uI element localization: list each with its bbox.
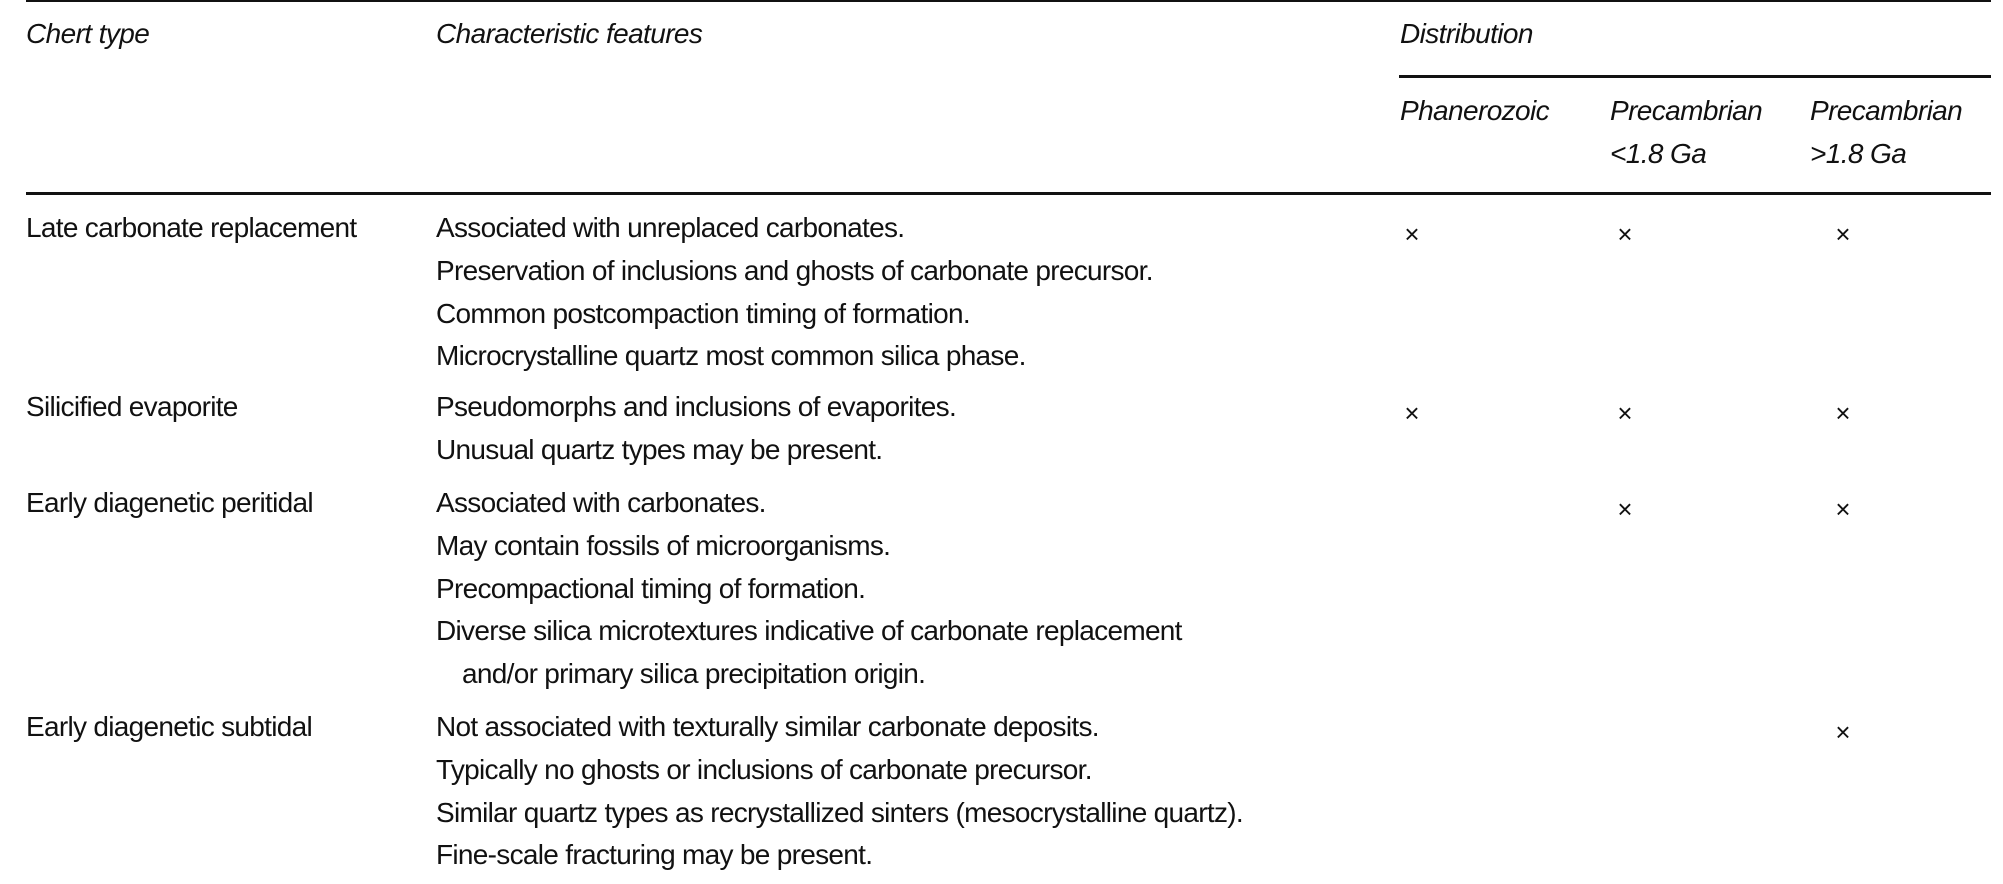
feature-line: Unusual quartz types may be present.	[436, 433, 883, 465]
header-chert-type: Chert type	[26, 18, 150, 49]
row-chert-type: Silicified evaporite	[26, 391, 238, 422]
row-features	[436, 386, 956, 472]
header-precambrian-lt-1-8	[1610, 89, 1762, 175]
row-chert-type: Early diagenetic subtidal	[26, 711, 313, 742]
presence-mark-precambrian-lt-1-8: ×	[1617, 494, 1633, 524]
row-features	[436, 207, 1153, 378]
feature-line: Precompactional timing of formation.	[436, 572, 866, 604]
presence-mark-precambrian-gt-1-8: ×	[1835, 219, 1851, 249]
feature-line-continuation: and/or primary silica precipitation origin.	[462, 658, 926, 690]
presence-mark-precambrian-gt-1-8: ×	[1835, 398, 1851, 428]
header-phanerozoic: Phanerozoic	[1400, 95, 1550, 126]
header-line: Precambrian	[1810, 95, 1963, 126]
header-bottom-rule	[26, 192, 1991, 195]
row-chert-type: Early diagenetic peritidal	[26, 487, 313, 518]
presence-mark-precambrian-gt-1-8: ×	[1835, 717, 1851, 747]
feature-line: Associated with carbonates.	[436, 487, 766, 518]
feature-line: Typically no ghosts or inclusions of carbonate precursor.	[436, 753, 1092, 785]
feature-line: Preservation of inclusions and ghosts of carbonate precursor.	[436, 254, 1153, 286]
feature-line: Not associated with texturally similar carbonate deposits.	[436, 711, 1099, 742]
chert-types-table	[26, 0, 1991, 884]
feature-line: Diverse silica microtextures indicative of carbonate replacement	[436, 615, 1182, 647]
header-precambrian-gt-1-8	[1810, 89, 1962, 175]
presence-mark-precambrian-lt-1-8: ×	[1617, 398, 1633, 428]
table-top-rule	[26, 0, 1991, 2]
header-line: >1.8 Ga	[1810, 138, 1907, 169]
presence-mark-phanerozoic: ×	[1404, 219, 1420, 249]
feature-line: Common postcompaction timing of formation.	[436, 297, 970, 329]
presence-mark-precambrian-lt-1-8: ×	[1617, 219, 1633, 249]
row-features	[436, 706, 1243, 877]
feature-line: Similar quartz types as recrystallized sinters (mesocrystalline quartz).	[436, 796, 1243, 828]
feature-line: Fine-scale fracturing may be present.	[436, 839, 873, 871]
feature-line: Associated with unreplaced carbonates.	[436, 212, 905, 243]
presence-mark-phanerozoic: ×	[1404, 398, 1420, 428]
feature-line: Pseudomorphs and inclusions of evaporites.	[436, 391, 957, 422]
feature-line: May contain fossils of microorganisms.	[436, 529, 891, 561]
row-chert-type: Late carbonate replacement	[26, 212, 357, 243]
header-line: Precambrian	[1610, 95, 1763, 126]
header-distribution: Distribution	[1400, 18, 1533, 49]
header-characteristic-features: Characteristic features	[436, 18, 703, 49]
header-line: <1.8 Ga	[1610, 138, 1707, 169]
row-features	[436, 482, 1182, 696]
feature-line: Microcrystalline quartz most common silica phase.	[436, 340, 1026, 372]
distribution-subheader-rule	[1399, 75, 1991, 78]
presence-mark-precambrian-gt-1-8: ×	[1835, 494, 1851, 524]
